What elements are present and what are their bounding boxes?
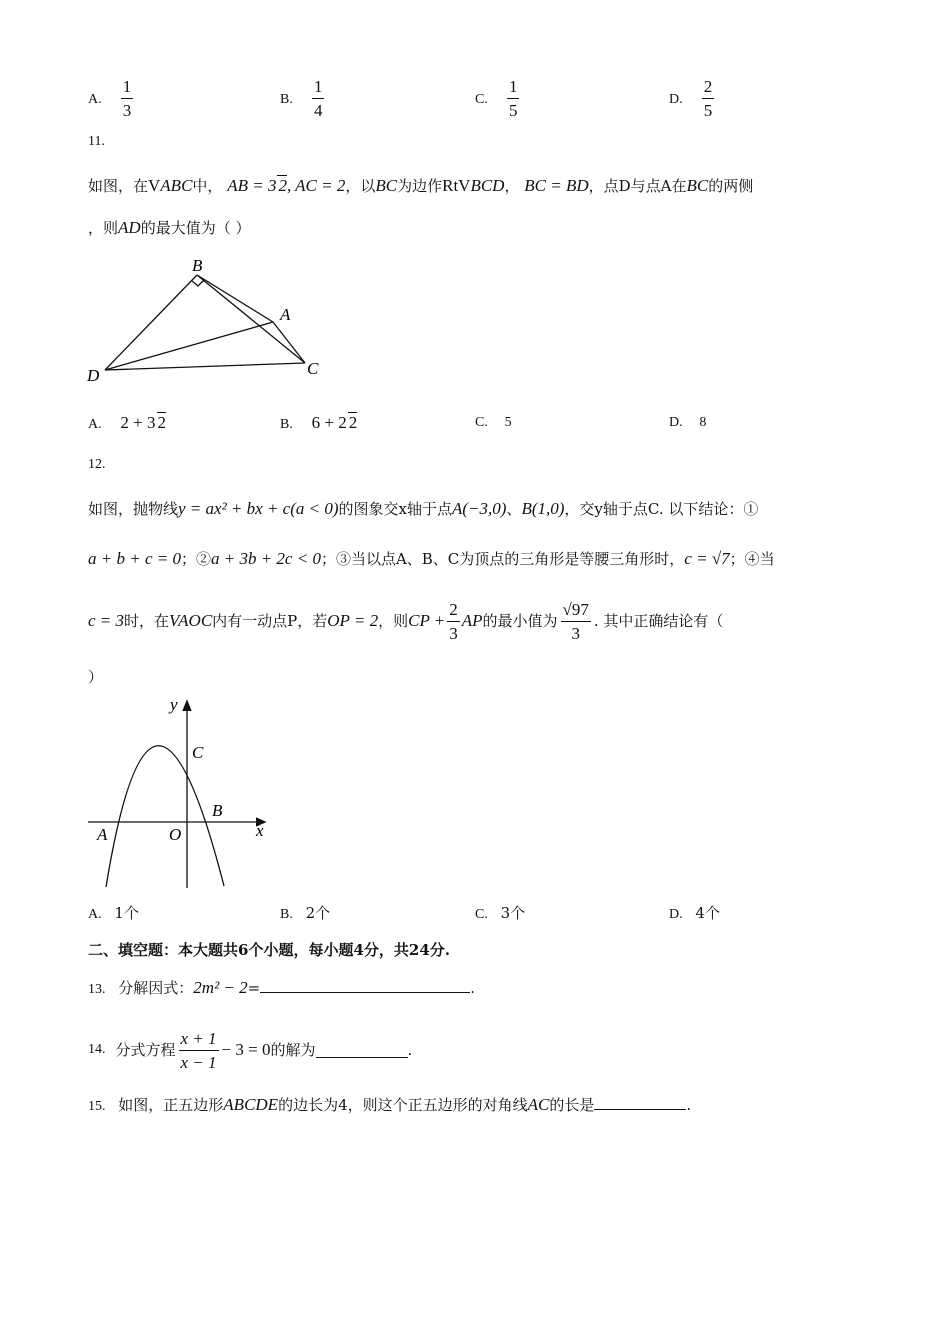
math: (a < 0) — [290, 499, 339, 518]
option-fraction — [121, 78, 134, 119]
q11-number: 11. — [88, 134, 105, 149]
q11-line1 — [88, 175, 753, 196]
q11-option-a[interactable] — [88, 412, 166, 434]
y-axis-arrow-icon — [183, 701, 191, 711]
text: ，则 — [378, 612, 409, 630]
option-value: 4个 — [695, 904, 720, 922]
option-value: 3个 — [500, 904, 526, 922]
label-y: y — [170, 695, 178, 714]
denominator: 3 — [449, 623, 458, 643]
text: ；④当 — [729, 550, 775, 568]
math: 2 + 3 — [120, 413, 156, 432]
fraction-min-value — [561, 601, 591, 642]
math: AC — [527, 1095, 550, 1114]
option-label: A. — [88, 92, 102, 107]
triangle-symbol: V — [148, 176, 161, 195]
text: ；③当以点A、B、C为顶点的三角形是等腰三角形时， — [320, 550, 685, 568]
numerator: 2 — [702, 78, 715, 99]
math: BC = BD — [524, 176, 589, 195]
numerator: √97 — [561, 601, 591, 622]
numerator: 1 — [507, 78, 520, 99]
text: . — [407, 1041, 413, 1059]
right-angle-mark — [192, 280, 204, 286]
label-c: C — [192, 743, 204, 762]
label-a: A — [280, 305, 291, 324]
option-label: C. — [475, 92, 488, 107]
math: − 3 = 0 — [221, 1039, 271, 1059]
segment-ba — [197, 275, 273, 322]
text: 为边作 — [397, 177, 443, 195]
option-value: 8 — [699, 415, 707, 430]
text: 的最小值为 — [482, 612, 558, 630]
q12-line3 — [88, 598, 723, 644]
label-b: B — [192, 256, 203, 275]
denominator: 3 — [122, 101, 132, 120]
q11-option-d[interactable] — [669, 412, 706, 432]
segment-da — [105, 322, 273, 370]
label-a: A — [97, 825, 108, 844]
sqrt: 2 — [278, 176, 287, 195]
option-value: 5 — [504, 415, 512, 430]
text: 、 — [506, 500, 522, 518]
math: BC — [375, 176, 398, 195]
sqrt: 2 — [348, 413, 358, 432]
text: 的图象交x轴于点 — [338, 500, 452, 518]
option-label: B. — [280, 907, 293, 922]
option-label: D. — [669, 415, 683, 430]
q12-option-b[interactable] — [280, 904, 330, 924]
q13 — [88, 978, 475, 999]
q12-option-c[interactable] — [475, 904, 525, 924]
question-number: 13. — [88, 982, 106, 997]
math: 2m² − 2 — [193, 978, 248, 997]
segment-ac — [273, 322, 305, 363]
math: ABC — [160, 176, 193, 195]
text: ；② — [180, 550, 211, 568]
math: VAOC — [169, 610, 213, 630]
text: 的最大值为（ ） — [140, 219, 251, 237]
text: 内有一动点P，若 — [212, 612, 328, 630]
math: ABCDE — [223, 1095, 279, 1114]
q12-option-a[interactable] — [88, 904, 139, 924]
math: BCD — [470, 176, 505, 195]
denominator: 5 — [703, 101, 713, 120]
section-title: 二、填空题：本大题共6个小题，每小题4分，共24分. — [88, 941, 450, 959]
question-number: 14. — [88, 1041, 106, 1057]
option-label: D. — [669, 92, 683, 107]
q11-triangle-figure — [80, 250, 340, 390]
text: 的解为 — [270, 1041, 316, 1059]
numerator: 1 — [121, 78, 134, 99]
option-label: A. — [88, 907, 102, 922]
text: 的长是 — [549, 1096, 595, 1114]
option-fraction — [702, 78, 715, 119]
q10-option-d[interactable] — [669, 78, 714, 119]
text: . — [686, 1096, 692, 1114]
math: CP + — [408, 610, 446, 630]
text: = — [247, 979, 261, 997]
math: AB = 3 — [227, 176, 277, 195]
q11-option-c[interactable] — [475, 412, 512, 432]
q12-line4: ） — [88, 668, 104, 686]
q12-line1 — [88, 499, 758, 519]
text: ，以 — [345, 177, 376, 195]
q10-option-c[interactable] — [475, 78, 519, 119]
math: , AC = 2 — [286, 176, 346, 195]
label-x: x — [256, 821, 264, 840]
option-label: B. — [280, 417, 293, 432]
segment-db — [105, 275, 197, 370]
given-math — [227, 176, 345, 195]
math: A(−3,0) — [451, 499, 507, 518]
option-label: C. — [475, 415, 488, 430]
option-fraction — [507, 78, 520, 119]
text: ，则 — [88, 219, 119, 237]
math: AD — [118, 218, 141, 237]
q11-option-b[interactable] — [280, 412, 357, 434]
text: 分解因式： — [118, 979, 194, 997]
math: B(1,0) — [521, 499, 565, 518]
text: ，交y轴于点C. 以下结论：① — [564, 500, 759, 518]
text: 时，在 — [124, 612, 170, 630]
option-fraction — [312, 78, 325, 119]
math: OP = 2 — [327, 610, 379, 630]
q11-line2 — [88, 218, 250, 238]
answer-blank[interactable] — [260, 992, 470, 993]
option-label: C. — [475, 907, 488, 922]
math: c = √7 — [684, 549, 730, 568]
text: 如图，在 — [88, 177, 149, 195]
text: . 其中正确结论有（ — [593, 612, 724, 630]
numerator: 2 — [447, 601, 460, 622]
q12-option-d[interactable] — [669, 904, 720, 924]
math: AP — [461, 610, 483, 630]
numerator: 1 — [312, 78, 325, 99]
text: 的两侧 — [708, 177, 754, 195]
text: 中， — [192, 177, 223, 195]
label-c: C — [307, 359, 319, 378]
numerator: x + 1 — [179, 1030, 219, 1051]
fraction — [179, 1030, 219, 1071]
option-value — [120, 413, 166, 432]
q14 — [88, 1025, 412, 1075]
text: ，点D与点A在 — [588, 177, 687, 195]
text: 分式方程 — [115, 1041, 176, 1059]
text: ， — [504, 177, 520, 195]
option-label: A. — [88, 417, 102, 432]
q10-option-b[interactable] — [280, 78, 324, 119]
text: . — [470, 979, 476, 997]
sqrt: 2 — [157, 413, 166, 432]
option-value — [312, 413, 358, 432]
math: a + b + c = 0 — [88, 549, 181, 568]
math: BC — [686, 176, 709, 195]
label-o: O — [169, 825, 182, 844]
question-number: 15. — [88, 1099, 106, 1114]
math: c = 3 — [88, 610, 125, 630]
label-b: B — [212, 801, 223, 820]
option-value: 1个 — [114, 904, 139, 922]
segment-dc — [105, 363, 305, 370]
q15 — [88, 1095, 691, 1116]
option-label: B. — [280, 92, 293, 107]
answer-blank[interactable] — [316, 1057, 408, 1058]
q12-parabola-figure — [80, 690, 280, 890]
parabola-curve — [106, 746, 224, 887]
math: 6 + 2 — [311, 413, 347, 432]
answer-blank[interactable] — [594, 1109, 686, 1110]
denominator: x − 1 — [180, 1052, 217, 1072]
denominator: 5 — [508, 101, 518, 120]
label-d: D — [87, 366, 100, 385]
math: RtV — [442, 176, 471, 195]
text: 如图，正五边形 — [118, 1096, 224, 1114]
option-label: D. — [669, 907, 683, 922]
text: 如图，抛物线 — [88, 500, 179, 518]
denominator: 3 — [571, 623, 580, 643]
denominator: 4 — [313, 101, 323, 120]
math: y = ax² + bx + c — [178, 499, 291, 518]
option-value: 2个 — [305, 904, 331, 922]
q12-number: 12. — [88, 457, 106, 472]
q12-line2 — [88, 549, 775, 569]
q10-option-a[interactable] — [88, 78, 133, 119]
text: 的边长为4，则这个正五边形的对角线 — [278, 1096, 528, 1114]
math: a + 3b + 2c < 0 — [210, 549, 321, 568]
fraction-two-thirds — [447, 601, 460, 642]
